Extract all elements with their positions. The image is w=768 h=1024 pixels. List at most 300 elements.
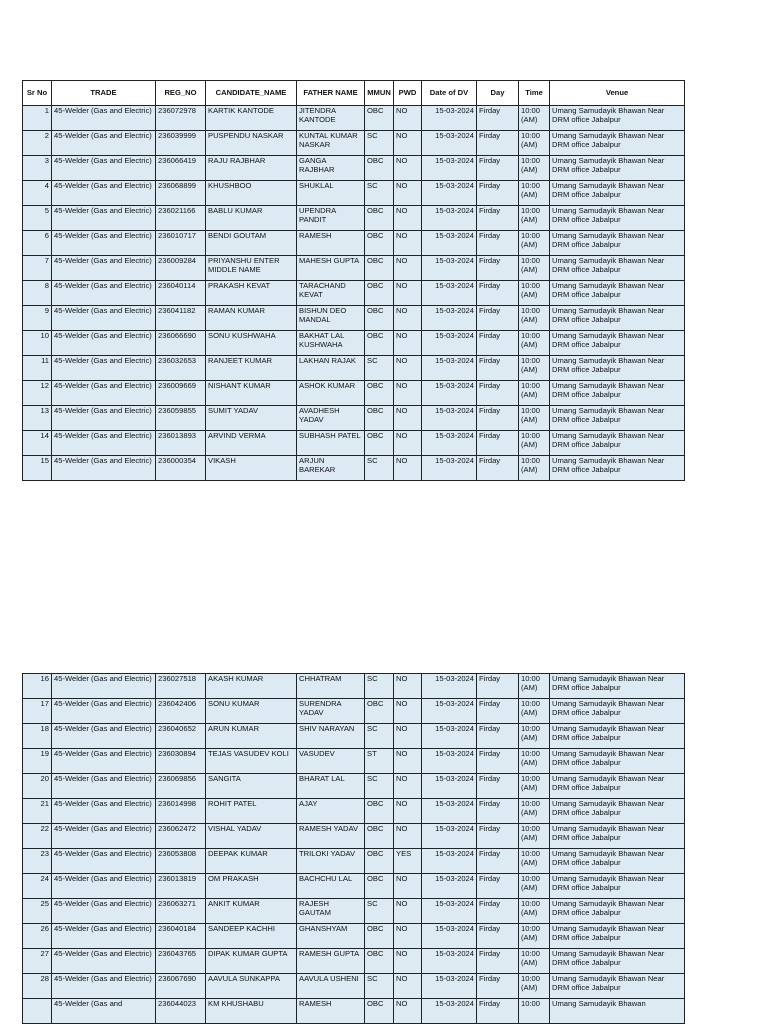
date-cell: 15-03-2024 — [422, 106, 477, 131]
day-cell: Firday — [477, 674, 519, 699]
pwd-cell: NO — [394, 456, 422, 481]
sr-no-cell: 18 — [23, 724, 52, 749]
venue-cell: Umang Samudayik Bhawan Near DRM office Jabalpur — [550, 306, 685, 331]
time-cell: 10:00 (AM) — [519, 131, 550, 156]
candidate-name-cell: PRIYANSHU ENTER MIDDLE NAME — [206, 256, 297, 281]
day-cell: Firday — [477, 256, 519, 281]
mmun-cell: OBC — [365, 849, 394, 874]
table-row — [23, 849, 685, 874]
date-cell: 15-03-2024 — [422, 724, 477, 749]
candidate-name-cell: RAMAN KUMAR — [206, 306, 297, 331]
mmun-cell: OBC — [365, 999, 394, 1024]
venue-cell: Umang Samudayik Bhawan Near DRM office Jabalpur — [550, 381, 685, 406]
mmun-cell: OBC — [365, 106, 394, 131]
mmun-cell: SC — [365, 774, 394, 799]
date-cell: 15-03-2024 — [422, 256, 477, 281]
pwd-cell: NO — [394, 774, 422, 799]
sr-no-cell: 20 — [23, 774, 52, 799]
candidate-name-cell: SANGITA — [206, 774, 297, 799]
venue-cell: Umang Samudayik Bhawan Near DRM office Jabalpur — [550, 949, 685, 974]
sr-no-cell: 3 — [23, 156, 52, 181]
date-cell: 15-03-2024 — [422, 456, 477, 481]
candidate-name-cell: PUSPENDU NASKAR — [206, 131, 297, 156]
mmun-cell: SC — [365, 181, 394, 206]
reg-no-cell: 236040184 — [156, 924, 206, 949]
venue-cell: Umang Samudayik Bhawan Near DRM office Jabalpur — [550, 824, 685, 849]
reg-no-cell: 236013819 — [156, 874, 206, 899]
day-cell: Firday — [477, 181, 519, 206]
date-cell: 15-03-2024 — [422, 206, 477, 231]
pwd-cell: NO — [394, 749, 422, 774]
table-row — [23, 231, 685, 256]
mmun-cell: OBC — [365, 206, 394, 231]
date-cell: 15-03-2024 — [422, 774, 477, 799]
header-date-of-dv: Date of DV — [422, 81, 477, 106]
trade-cell: 45-Welder (Gas and Electric) — [52, 356, 156, 381]
date-cell: 15-03-2024 — [422, 824, 477, 849]
sr-no-cell: 4 — [23, 181, 52, 206]
date-cell: 15-03-2024 — [422, 131, 477, 156]
mmun-cell: SC — [365, 974, 394, 999]
candidate-name-cell: BABLU KUMAR — [206, 206, 297, 231]
day-cell: Firday — [477, 924, 519, 949]
venue-cell: Umang Samudayik Bhawan Near DRM office Jabalpur — [550, 749, 685, 774]
sr-no-cell: 22 — [23, 824, 52, 849]
reg-no-cell: 236021166 — [156, 206, 206, 231]
day-cell: Firday — [477, 874, 519, 899]
pwd-cell: NO — [394, 281, 422, 306]
candidate-name-cell: ROHIT PATEL — [206, 799, 297, 824]
trade-cell: 45-Welder (Gas and Electric) — [52, 924, 156, 949]
reg-no-cell: 236069856 — [156, 774, 206, 799]
pwd-cell: NO — [394, 874, 422, 899]
reg-no-cell: 236040652 — [156, 724, 206, 749]
table-row — [23, 699, 685, 724]
time-cell: 10:00 (AM) — [519, 456, 550, 481]
mmun-cell: OBC — [365, 824, 394, 849]
venue-cell: Umang Samudayik Bhawan Near DRM office Jabalpur — [550, 131, 685, 156]
father-name-cell: SURENDRA YADAV — [297, 699, 365, 724]
pwd-cell: NO — [394, 306, 422, 331]
trade-cell: 45-Welder (Gas and Electric) — [52, 306, 156, 331]
mmun-cell: OBC — [365, 256, 394, 281]
pwd-cell: NO — [394, 406, 422, 431]
date-cell: 15-03-2024 — [422, 849, 477, 874]
father-name-cell: AAVULA USHENI — [297, 974, 365, 999]
pwd-cell: NO — [394, 381, 422, 406]
sr-no-cell: 10 — [23, 331, 52, 356]
reg-no-cell: 236066690 — [156, 331, 206, 356]
day-cell: Firday — [477, 824, 519, 849]
candidate-table-1 — [22, 80, 685, 481]
candidate-name-cell: RANJEET KUMAR — [206, 356, 297, 381]
venue-cell: Umang Samudayik Bhawan Near DRM office Jabalpur — [550, 106, 685, 131]
pwd-cell: NO — [394, 231, 422, 256]
mmun-cell: OBC — [365, 231, 394, 256]
venue-cell: Umang Samudayik Bhawan Near DRM office Jabalpur — [550, 256, 685, 281]
day-cell: Firday — [477, 156, 519, 181]
reg-no-cell: 236014998 — [156, 799, 206, 824]
table-row — [23, 156, 685, 181]
table-row — [23, 924, 685, 949]
sr-no-cell: 21 — [23, 799, 52, 824]
venue-cell: Umang Samudayik Bhawan Near DRM office Jabalpur — [550, 356, 685, 381]
trade-cell: 45-Welder (Gas and Electric) — [52, 106, 156, 131]
header-reg-no: REG_NO — [156, 81, 206, 106]
candidate-name-cell: KARTIK KANTODE — [206, 106, 297, 131]
sr-no-cell: 13 — [23, 406, 52, 431]
father-name-cell: KUNTAL KUMAR NASKAR — [297, 131, 365, 156]
pwd-cell: NO — [394, 899, 422, 924]
venue-cell: Umang Samudayik Bhawan Near DRM office Jabalpur — [550, 799, 685, 824]
mmun-cell: SC — [365, 674, 394, 699]
father-name-cell: TRILOKI YADAV — [297, 849, 365, 874]
day-cell: Firday — [477, 724, 519, 749]
trade-cell: 45-Welder (Gas and Electric) — [52, 949, 156, 974]
reg-no-cell: 236072978 — [156, 106, 206, 131]
time-cell: 10:00 (AM) — [519, 156, 550, 181]
reg-no-cell: 236027518 — [156, 674, 206, 699]
header-sr-no: Sr No — [23, 81, 52, 106]
table-row — [23, 256, 685, 281]
pwd-cell: NO — [394, 699, 422, 724]
sr-no-cell: 7 — [23, 256, 52, 281]
father-name-cell: GHANSHYAM — [297, 924, 365, 949]
candidate-name-cell: DIPAK KUMAR GUPTA — [206, 949, 297, 974]
sr-no-cell: 15 — [23, 456, 52, 481]
candidate-name-cell: SONU KUSHWAHA — [206, 331, 297, 356]
day-cell: Firday — [477, 699, 519, 724]
father-name-cell: BACHCHU LAL — [297, 874, 365, 899]
pwd-cell: NO — [394, 799, 422, 824]
mmun-cell: SC — [365, 899, 394, 924]
date-cell: 15-03-2024 — [422, 156, 477, 181]
pwd-cell: YES — [394, 849, 422, 874]
table-row — [23, 999, 685, 1024]
mmun-cell: SC — [365, 724, 394, 749]
sr-no-cell: 24 — [23, 874, 52, 899]
day-cell: Firday — [477, 406, 519, 431]
trade-cell: 45-Welder (Gas and Electric) — [52, 874, 156, 899]
day-cell: Firday — [477, 999, 519, 1024]
candidate-name-cell: SUMIT YADAV — [206, 406, 297, 431]
day-cell: Firday — [477, 206, 519, 231]
time-cell: 10:00 — [519, 999, 550, 1024]
table-row — [23, 131, 685, 156]
date-cell: 15-03-2024 — [422, 899, 477, 924]
table-row — [23, 281, 685, 306]
time-cell: 10:00 (AM) — [519, 356, 550, 381]
pwd-cell: NO — [394, 724, 422, 749]
mmun-cell: OBC — [365, 699, 394, 724]
date-cell: 15-03-2024 — [422, 231, 477, 256]
date-cell: 15-03-2024 — [422, 431, 477, 456]
father-name-cell: MAHESH GUPTA — [297, 256, 365, 281]
table-row — [23, 406, 685, 431]
mmun-cell: SC — [365, 356, 394, 381]
mmun-cell: SC — [365, 131, 394, 156]
time-cell: 10:00 (AM) — [519, 181, 550, 206]
reg-no-cell: 236043765 — [156, 949, 206, 974]
mmun-cell: OBC — [365, 924, 394, 949]
date-cell: 15-03-2024 — [422, 874, 477, 899]
table-row — [23, 949, 685, 974]
candidate-name-cell: AKASH KUMAR — [206, 674, 297, 699]
sr-no-cell: 8 — [23, 281, 52, 306]
trade-cell: 45-Welder (Gas and Electric) — [52, 674, 156, 699]
reg-no-cell: 236059855 — [156, 406, 206, 431]
pwd-cell: NO — [394, 974, 422, 999]
time-cell: 10:00 (AM) — [519, 849, 550, 874]
candidate-name-cell: KHUSHBOO — [206, 181, 297, 206]
header-pwd: PWD — [394, 81, 422, 106]
candidate-name-cell: ARVIND VERMA — [206, 431, 297, 456]
date-cell: 15-03-2024 — [422, 674, 477, 699]
day-cell: Firday — [477, 774, 519, 799]
candidate-name-cell: BENDI GOUTAM — [206, 231, 297, 256]
time-cell: 10:00 (AM) — [519, 749, 550, 774]
date-cell: 15-03-2024 — [422, 974, 477, 999]
candidate-name-cell: RAJU RAJBHAR — [206, 156, 297, 181]
venue-cell: Umang Samudayik Bhawan Near DRM office Jabalpur — [550, 431, 685, 456]
table-row — [23, 206, 685, 231]
candidate-name-cell: OM PRAKASH — [206, 874, 297, 899]
venue-cell: Umang Samudayik Bhawan Near DRM office Jabalpur — [550, 231, 685, 256]
father-name-cell: GANGA RAJBHAR — [297, 156, 365, 181]
sr-no-cell: 27 — [23, 949, 52, 974]
date-cell: 15-03-2024 — [422, 699, 477, 724]
father-name-cell: BAKHAT LAL KUSHWAHA — [297, 331, 365, 356]
sr-no-cell: 12 — [23, 381, 52, 406]
time-cell: 10:00 (AM) — [519, 381, 550, 406]
table-row — [23, 874, 685, 899]
trade-cell: 45-Welder (Gas and Electric) — [52, 431, 156, 456]
reg-no-cell: 236062472 — [156, 824, 206, 849]
venue-cell: Umang Samudayik Bhawan Near DRM office Jabalpur — [550, 849, 685, 874]
date-cell: 15-03-2024 — [422, 281, 477, 306]
pwd-cell: NO — [394, 924, 422, 949]
father-name-cell: UPENDRA PANDIT — [297, 206, 365, 231]
pwd-cell: NO — [394, 106, 422, 131]
venue-cell: Umang Samudayik Bhawan Near DRM office Jabalpur — [550, 406, 685, 431]
pwd-cell: NO — [394, 156, 422, 181]
sr-no-cell: 17 — [23, 699, 52, 724]
day-cell: Firday — [477, 949, 519, 974]
day-cell: Firday — [477, 356, 519, 381]
date-cell: 15-03-2024 — [422, 356, 477, 381]
header-venue: Venue — [550, 81, 685, 106]
sr-no-cell: 28 — [23, 974, 52, 999]
day-cell: Firday — [477, 331, 519, 356]
venue-cell: Umang Samudayik Bhawan Near DRM office Jabalpur — [550, 774, 685, 799]
table-row — [23, 799, 685, 824]
mmun-cell: ST — [365, 749, 394, 774]
date-cell: 15-03-2024 — [422, 181, 477, 206]
day-cell: Firday — [477, 899, 519, 924]
date-cell: 15-03-2024 — [422, 749, 477, 774]
mmun-cell: OBC — [365, 306, 394, 331]
reg-no-cell: 236013893 — [156, 431, 206, 456]
reg-no-cell: 236030894 — [156, 749, 206, 774]
day-cell: Firday — [477, 306, 519, 331]
candidate-name-cell: PRAKASH KEVAT — [206, 281, 297, 306]
time-cell: 10:00 (AM) — [519, 331, 550, 356]
venue-cell: Umang Samudayik Bhawan Near DRM office Jabalpur — [550, 156, 685, 181]
time-cell: 10:00 (AM) — [519, 281, 550, 306]
time-cell: 10:00 (AM) — [519, 256, 550, 281]
father-name-cell: ARJUN BAREKAR — [297, 456, 365, 481]
trade-cell: 45-Welder (Gas and Electric) — [52, 256, 156, 281]
trade-cell: 45-Welder (Gas and Electric) — [52, 156, 156, 181]
pwd-cell: NO — [394, 256, 422, 281]
header-mmun: MMUN — [365, 81, 394, 106]
mmun-cell: SC — [365, 456, 394, 481]
header-day: Day — [477, 81, 519, 106]
table-row — [23, 106, 685, 131]
sr-no-cell: 2 — [23, 131, 52, 156]
venue-cell: Umang Samudayik Bhawan — [550, 999, 685, 1024]
father-name-cell: JITENDRA KANTODE — [297, 106, 365, 131]
mmun-cell: OBC — [365, 799, 394, 824]
time-cell: 10:00 (AM) — [519, 306, 550, 331]
table-row — [23, 306, 685, 331]
pwd-cell: NO — [394, 431, 422, 456]
candidate-name-cell: NISHANT KUMAR — [206, 381, 297, 406]
day-cell: Firday — [477, 974, 519, 999]
pwd-cell: NO — [394, 356, 422, 381]
sr-no-cell: 11 — [23, 356, 52, 381]
trade-cell: 45-Welder (Gas and Electric) — [52, 749, 156, 774]
reg-no-cell: 236067690 — [156, 974, 206, 999]
venue-cell: Umang Samudayik Bhawan Near DRM office Jabalpur — [550, 281, 685, 306]
time-cell: 10:00 (AM) — [519, 106, 550, 131]
venue-cell: Umang Samudayik Bhawan Near DRM office Jabalpur — [550, 456, 685, 481]
pwd-cell: NO — [394, 674, 422, 699]
time-cell: 10:00 (AM) — [519, 924, 550, 949]
mmun-cell: OBC — [365, 406, 394, 431]
table-row — [23, 331, 685, 356]
table-row — [23, 974, 685, 999]
time-cell: 10:00 (AM) — [519, 724, 550, 749]
day-cell: Firday — [477, 381, 519, 406]
reg-no-cell: 236039999 — [156, 131, 206, 156]
father-name-cell: VASUDEV — [297, 749, 365, 774]
trade-cell: 45-Welder (Gas and Electric) — [52, 406, 156, 431]
reg-no-cell: 236063271 — [156, 899, 206, 924]
reg-no-cell: 236053808 — [156, 849, 206, 874]
trade-cell: 45-Welder (Gas and Electric) — [52, 456, 156, 481]
father-name-cell: RAMESH — [297, 999, 365, 1024]
father-name-cell: SHIV NARAYAN — [297, 724, 365, 749]
table-row — [23, 774, 685, 799]
day-cell: Firday — [477, 849, 519, 874]
father-name-cell: SUBHASH PATEL — [297, 431, 365, 456]
date-cell: 15-03-2024 — [422, 949, 477, 974]
day-cell: Firday — [477, 281, 519, 306]
time-cell: 10:00 (AM) — [519, 206, 550, 231]
time-cell: 10:00 (AM) — [519, 431, 550, 456]
father-name-cell: RAMESH — [297, 231, 365, 256]
sr-no-cell: 6 — [23, 231, 52, 256]
sr-no-cell — [23, 999, 52, 1024]
day-cell: Firday — [477, 131, 519, 156]
time-cell: 10:00 (AM) — [519, 974, 550, 999]
pwd-cell: NO — [394, 131, 422, 156]
venue-cell: Umang Samudayik Bhawan Near DRM office Jabalpur — [550, 181, 685, 206]
time-cell: 10:00 (AM) — [519, 774, 550, 799]
header-father-name: FATHER NAME — [297, 81, 365, 106]
trade-cell: 45-Welder (Gas and Electric) — [52, 281, 156, 306]
venue-cell: Umang Samudayik Bhawan Near DRM office Jabalpur — [550, 874, 685, 899]
mmun-cell: OBC — [365, 381, 394, 406]
father-name-cell: BISHUN DEO MANDAL — [297, 306, 365, 331]
venue-cell: Umang Samudayik Bhawan Near DRM office Jabalpur — [550, 331, 685, 356]
table-row — [23, 356, 685, 381]
father-name-cell: AJAY — [297, 799, 365, 824]
trade-cell: 45-Welder (Gas and Electric) — [52, 774, 156, 799]
trade-cell: 45-Welder (Gas and Electric) — [52, 331, 156, 356]
table-row — [23, 724, 685, 749]
date-cell: 15-03-2024 — [422, 799, 477, 824]
father-name-cell: RAMESH GUPTA — [297, 949, 365, 974]
candidate-name-cell: SONU KUMAR — [206, 699, 297, 724]
time-cell: 10:00 (AM) — [519, 799, 550, 824]
table-header-row — [23, 81, 685, 106]
trade-cell: 45-Welder (Gas and Electric) — [52, 899, 156, 924]
pwd-cell: NO — [394, 206, 422, 231]
venue-cell: Umang Samudayik Bhawan Near DRM office Jabalpur — [550, 699, 685, 724]
table-row — [23, 431, 685, 456]
date-cell: 15-03-2024 — [422, 924, 477, 949]
pwd-cell: NO — [394, 999, 422, 1024]
reg-no-cell: 236009284 — [156, 256, 206, 281]
pwd-cell: NO — [394, 949, 422, 974]
reg-no-cell: 236066419 — [156, 156, 206, 181]
trade-cell: 45-Welder (Gas and Electric) — [52, 974, 156, 999]
trade-cell: 45-Welder (Gas and Electric) — [52, 131, 156, 156]
time-cell: 10:00 (AM) — [519, 899, 550, 924]
candidate-name-cell: AAVULA SUNKAPPA — [206, 974, 297, 999]
venue-cell: Umang Samudayik Bhawan Near DRM office Jabalpur — [550, 206, 685, 231]
father-name-cell: SHUKLAL — [297, 181, 365, 206]
reg-no-cell: 236009669 — [156, 381, 206, 406]
time-cell: 10:00 (AM) — [519, 949, 550, 974]
sr-no-cell: 16 — [23, 674, 52, 699]
sr-no-cell: 26 — [23, 924, 52, 949]
reg-no-cell: 236032653 — [156, 356, 206, 381]
venue-cell: Umang Samudayik Bhawan Near DRM office Jabalpur — [550, 724, 685, 749]
venue-cell: Umang Samudayik Bhawan Near DRM office Jabalpur — [550, 899, 685, 924]
day-cell: Firday — [477, 431, 519, 456]
trade-cell: 45-Welder (Gas and Electric) — [52, 381, 156, 406]
sr-no-cell: 1 — [23, 106, 52, 131]
trade-cell: 45-Welder (Gas and Electric) — [52, 849, 156, 874]
date-cell: 15-03-2024 — [422, 306, 477, 331]
candidate-name-cell: TEJAS VASUDEV KOLI — [206, 749, 297, 774]
sr-no-cell: 23 — [23, 849, 52, 874]
trade-cell: 45-Welder (Gas and — [52, 999, 156, 1024]
candidate-name-cell: ARUN KUMAR — [206, 724, 297, 749]
header-candidate-name: CANDIDATE_NAME — [206, 81, 297, 106]
father-name-cell: ASHOK KUMAR — [297, 381, 365, 406]
reg-no-cell: 236044023 — [156, 999, 206, 1024]
father-name-cell: LAKHAN RAJAK — [297, 356, 365, 381]
sr-no-cell: 19 — [23, 749, 52, 774]
pwd-cell: NO — [394, 824, 422, 849]
candidate-name-cell: ANKIT KUMAR — [206, 899, 297, 924]
pwd-cell: NO — [394, 331, 422, 356]
father-name-cell: AVADHESH YADAV — [297, 406, 365, 431]
